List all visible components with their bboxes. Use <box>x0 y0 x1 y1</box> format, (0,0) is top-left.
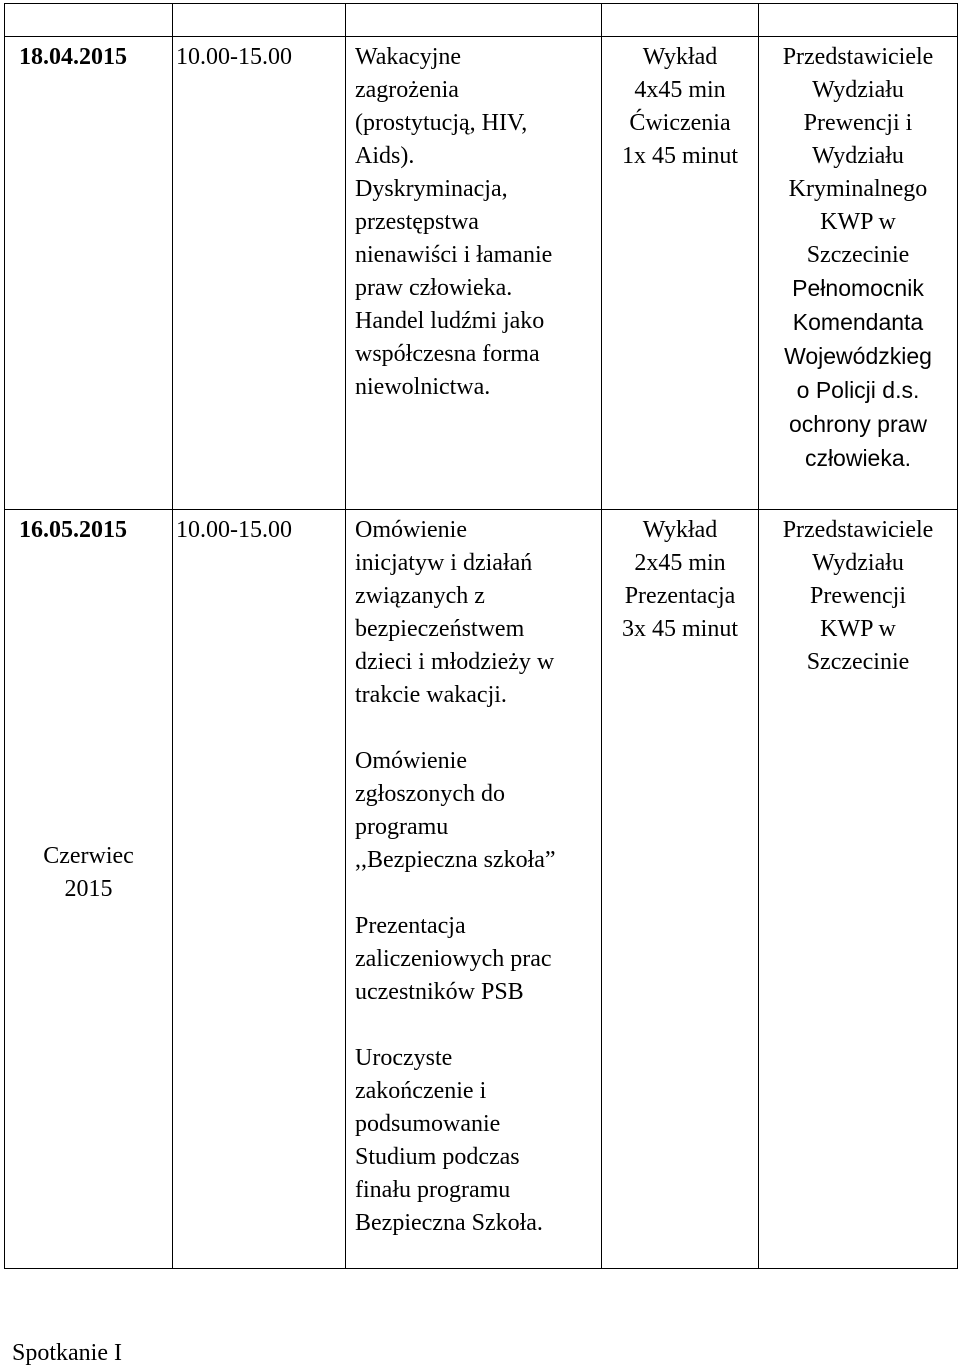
session-time: 10.00-15.00 <box>176 517 292 543</box>
header-cell <box>346 4 602 37</box>
topic-cell <box>346 37 602 510</box>
header-cell <box>5 4 173 37</box>
form-cell <box>602 510 759 1269</box>
session-form: Wykład 2x45 min Prezentacja 3x 45 minut <box>621 517 738 642</box>
date-cell <box>5 510 173 1269</box>
session-form: Wykład 4x45 min Ćwiczenia 1x 45 minut <box>621 44 738 169</box>
session-time: 10.00-15.00 <box>176 44 292 70</box>
session-date: 18.04.2015 <box>19 44 127 70</box>
form-cell <box>602 37 759 510</box>
table-header-row <box>5 4 958 37</box>
topic-paragraph: Prezentacja zaliczeniowych prac uczestników PSB <box>355 913 552 1005</box>
footer-text: Spotkanie I <box>12 1340 122 1366</box>
table-row <box>5 37 958 510</box>
leaders-cell <box>759 510 958 1269</box>
topic-cell <box>346 510 602 1269</box>
header-cell <box>173 4 346 37</box>
session-leaders <box>759 37 957 476</box>
header-cell <box>759 4 958 37</box>
leaders-cell <box>759 37 958 510</box>
session-date: 16.05.2015 <box>19 517 127 543</box>
session-topic: Wakacyjne zagrożenia (prostytucją, HIV, Aids). Dyskryminacja, przestępstwa nienawiści i łamanie praw człowieka. Handel ludźmi jako współczesna forma niewolnictwa. <box>355 44 553 400</box>
session-leaders: Przedstawiciele Wydziału Prewencji KWP w Szczecinie <box>782 517 934 675</box>
topic-paragraph: Omówienie zgłoszonych do programu ,,Bezpieczna szkoła” <box>355 748 556 873</box>
topic-paragraph: Omówienie inicjatyw i działań związanych z bezpieczeństwem dzieci i młodzieży w trakcie wakacji. <box>355 517 555 708</box>
leaders-serif-text: Przedstawiciele Wydziału Prewencji i Wydziału Kryminalnego KWP w Szczecinie <box>782 44 934 268</box>
schedule-table <box>4 3 958 1269</box>
topic-paragraph: Uroczyste zakończenie i podsumowanie Studium podczas finału programu Bezpieczna Szkoła. <box>355 1045 543 1236</box>
date-cell <box>5 37 173 510</box>
header-cell <box>602 4 759 37</box>
date-cell-wrap <box>5 510 172 1268</box>
time-cell <box>173 510 346 1269</box>
table-row <box>5 510 958 1269</box>
time-cell <box>173 37 346 510</box>
leaders-sans-text: Pełnomocnik Komendanta Wojewódzkieg o Policji d.s. ochrony praw człowieka. <box>784 275 932 471</box>
session-month: Czerwiec 2015 <box>43 843 134 902</box>
session-topic <box>346 510 601 1240</box>
